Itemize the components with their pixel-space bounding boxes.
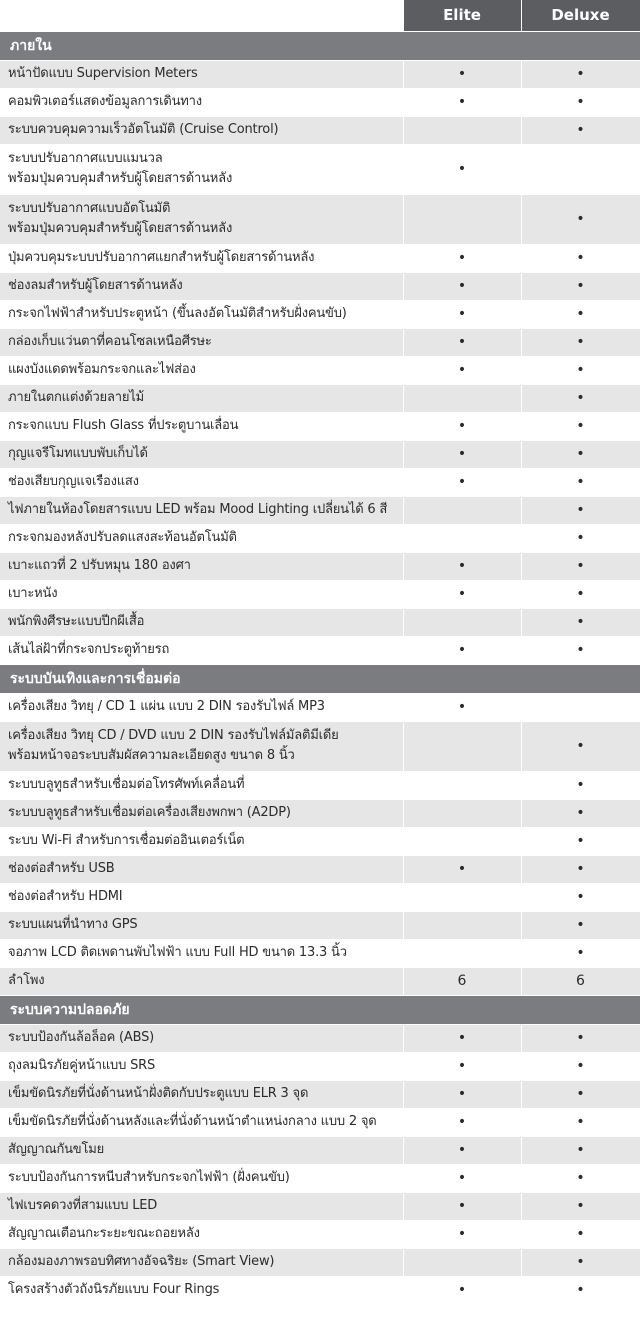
feature-line: ลำโพง (8, 973, 45, 988)
feature-name (0, 194, 403, 244)
feature-line: ช่องลมสำหรับผู้โดยสารด้านหลัง (8, 278, 183, 293)
feature-line: กุญแจรีโมทแบบพับเก็บได้ (8, 446, 148, 461)
feature-line: เข็มขัดนิรภัยที่นั่งด้านหน้าฝั่งติดกับประตูแบบ ELR 3 จุด (8, 1086, 309, 1101)
feature-name (0, 1164, 403, 1192)
table-row (0, 939, 640, 967)
deluxe-value (521, 693, 640, 721)
elite-value: • (403, 1080, 521, 1108)
feature-line: ช่องต่อสำหรับ USB (8, 861, 115, 876)
feature-line: กระจกไฟฟ้าสำหรับประตูหน้า (ขึ้นลงอัตโนมัติสำหรับฝั่งคนขับ) (8, 306, 347, 321)
elite-value: • (403, 1108, 521, 1136)
feature-line: ระบบป้องกันการหนีบสำหรับกระจกไฟฟ้า (ฝั่งคนขับ) (8, 1170, 290, 1185)
elite-value (403, 496, 521, 524)
feature-line: ภายในตกแต่งด้วยลายไม้ (8, 390, 144, 405)
elite-value: • (403, 1164, 521, 1192)
deluxe-value: • (521, 911, 640, 939)
deluxe-value: • (521, 1136, 640, 1164)
feature-name (0, 468, 403, 496)
elite-value: • (403, 580, 521, 608)
table-row (0, 967, 640, 995)
section-header (0, 31, 640, 60)
feature-line: ช่องเสียบกุญแจเรืองแสง (8, 474, 139, 489)
feature-name (0, 328, 403, 356)
feature-name (0, 440, 403, 468)
table-row (0, 1248, 640, 1276)
deluxe-value: • (521, 412, 640, 440)
elite-value: • (403, 1220, 521, 1248)
table-row (0, 1080, 640, 1108)
feature-line: หน้าปัดแบบ Supervision Meters (8, 66, 198, 81)
section-header (0, 995, 640, 1024)
feature-name (0, 88, 403, 116)
feature-name (0, 1220, 403, 1248)
deluxe-value: • (521, 272, 640, 300)
deluxe-value: • (521, 116, 640, 144)
header-blank (0, 0, 403, 31)
table-row (0, 60, 640, 88)
feature-line: กระจกแบบ Flush Glass ที่ประตูบานเลื่อน (8, 418, 239, 433)
table-row (0, 116, 640, 144)
deluxe-value: • (521, 580, 640, 608)
elite-value: • (403, 1024, 521, 1052)
feature-name (0, 721, 403, 771)
elite-value (403, 911, 521, 939)
elite-value (403, 799, 521, 827)
feature-name (0, 967, 403, 995)
table-row (0, 608, 640, 636)
elite-value (403, 194, 521, 244)
feature-name (0, 580, 403, 608)
table-row (0, 88, 640, 116)
feature-name (0, 1080, 403, 1108)
table-row (0, 799, 640, 827)
feature-line: ระบบป้องกันล้อล็อค (ABS) (8, 1030, 154, 1045)
elite-value: • (403, 1192, 521, 1220)
elite-value: • (403, 636, 521, 664)
elite-value: • (403, 88, 521, 116)
deluxe-value: • (521, 468, 640, 496)
deluxe-value: • (521, 1220, 640, 1248)
elite-value (403, 1248, 521, 1276)
deluxe-value: • (521, 827, 640, 855)
elite-value (403, 384, 521, 412)
feature-name (0, 496, 403, 524)
table-row (0, 328, 640, 356)
feature-name (0, 939, 403, 967)
feature-line: ช่องต่อสำหรับ HDMI (8, 889, 123, 904)
table-row (0, 1220, 640, 1248)
header-row (0, 0, 640, 31)
elite-value: • (403, 300, 521, 328)
deluxe-value: • (521, 1080, 640, 1108)
deluxe-value: • (521, 1192, 640, 1220)
table-row (0, 384, 640, 412)
table-row (0, 1108, 640, 1136)
header-deluxe: Deluxe (521, 0, 640, 31)
feature-name (0, 1108, 403, 1136)
feature-line: กระจกมองหลังปรับลดแสงสะท้อนอัตโนมัติ (8, 530, 237, 545)
feature-name (0, 1024, 403, 1052)
feature-line: ไฟภายในห้องโดยสารแบบ LED พร้อม Mood Lighting เปลี่ยนได้ 6 สี (8, 502, 388, 517)
table-row (0, 1136, 640, 1164)
deluxe-value: • (521, 440, 640, 468)
elite-value: • (403, 1136, 521, 1164)
table-row (0, 1052, 640, 1080)
deluxe-value: • (521, 1164, 640, 1192)
feature-line: แผงบังแดดพร้อมกระจกและไฟส่อง (8, 362, 196, 377)
table-row (0, 721, 640, 771)
table-row (0, 412, 640, 440)
elite-value: 6 (403, 967, 521, 995)
feature-line: กล้องมองภาพรอบทิศทางอัจฉริยะ (Smart View) (8, 1254, 275, 1269)
table-row (0, 524, 640, 552)
feature-line: คอมพิวเตอร์แสดงข้อมูลการเดินทาง (8, 94, 202, 109)
deluxe-value (521, 144, 640, 194)
deluxe-value: • (521, 883, 640, 911)
feature-line: ระบบบลูทูธสำหรับเชื่อมต่อโทรศัพท์เคลื่อนที่ (8, 777, 245, 792)
feature-name (0, 636, 403, 664)
table-row (0, 356, 640, 384)
table-row (0, 636, 640, 664)
section-header (0, 664, 640, 693)
feature-line: พร้อมปุ่มควบคุมสำหรับผู้โดยสารด้านหลัง (8, 221, 233, 236)
table-row (0, 693, 640, 721)
elite-value: • (403, 855, 521, 883)
elite-value: • (403, 552, 521, 580)
feature-name (0, 1136, 403, 1164)
deluxe-value: • (521, 356, 640, 384)
feature-line: เข็มขัดนิรภัยที่นั่งด้านหลังและที่นั่งด้านหน้าตำแหน่งกลาง แบบ 2 จุด (8, 1114, 377, 1129)
deluxe-value: 6 (521, 967, 640, 995)
deluxe-value: • (521, 88, 640, 116)
table-row (0, 771, 640, 799)
feature-line: เครื่องเสียง วิทยุ CD / DVD แบบ 2 DIN รองรับไฟล์มัลติมีเดีย (8, 728, 339, 743)
deluxe-value: • (521, 524, 640, 552)
feature-name (0, 60, 403, 88)
elite-value: • (403, 272, 521, 300)
feature-line: โครงสร้างตัวถังนิรภัยแบบ Four Rings (8, 1282, 220, 1297)
feature-name (0, 911, 403, 939)
header-elite: Elite (403, 0, 521, 31)
feature-name (0, 608, 403, 636)
table-row (0, 911, 640, 939)
deluxe-value: • (521, 939, 640, 967)
table-row (0, 552, 640, 580)
section-title: ภายใน (0, 31, 640, 60)
elite-value (403, 883, 521, 911)
table-row (0, 1024, 640, 1052)
deluxe-value: • (521, 194, 640, 244)
section-title: ระบบบันเทิงและการเชื่อมต่อ (0, 664, 640, 693)
deluxe-value: • (521, 721, 640, 771)
deluxe-value: • (521, 855, 640, 883)
deluxe-value: • (521, 384, 640, 412)
feature-name (0, 1248, 403, 1276)
deluxe-value: • (521, 1024, 640, 1052)
table-row (0, 272, 640, 300)
table-row (0, 144, 640, 194)
feature-line: ระบบปรับอากาศแบบแมนวล (8, 151, 163, 166)
feature-line: จอภาพ LCD ติดเพดานพับไฟฟ้า แบบ Full HD ขนาด 13.3 นิ้ว (8, 945, 347, 960)
deluxe-value: • (521, 552, 640, 580)
elite-value: • (403, 1276, 521, 1304)
feature-name (0, 1276, 403, 1304)
feature-line: เบาะหนัง (8, 586, 58, 601)
elite-value: • (403, 693, 521, 721)
elite-value: • (403, 328, 521, 356)
elite-value (403, 608, 521, 636)
feature-line: กล่องเก็บแว่นตาที่คอนโซลเหนือศีรษะ (8, 334, 212, 349)
elite-value (403, 524, 521, 552)
feature-line: เส้นไล่ฝ้าที่กระจกประตูท้ายรถ (8, 642, 170, 657)
deluxe-value: • (521, 244, 640, 272)
feature-name (0, 524, 403, 552)
deluxe-value: • (521, 1108, 640, 1136)
table-row (0, 883, 640, 911)
deluxe-value: • (521, 300, 640, 328)
table-row (0, 1276, 640, 1304)
elite-value: • (403, 60, 521, 88)
feature-name (0, 244, 403, 272)
feature-line: เบาะแถวที่ 2 ปรับหมุน 180 องศา (8, 558, 191, 573)
elite-value: • (403, 1052, 521, 1080)
deluxe-value: • (521, 1052, 640, 1080)
feature-name (0, 1052, 403, 1080)
elite-value (403, 116, 521, 144)
feature-name (0, 883, 403, 911)
section-title: ระบบความปลอดภัย (0, 995, 640, 1024)
feature-name (0, 272, 403, 300)
elite-value: • (403, 356, 521, 384)
feature-name (0, 412, 403, 440)
deluxe-value: • (521, 60, 640, 88)
feature-line: พร้อมปุ่มควบคุมสำหรับผู้โดยสารด้านหลัง (8, 171, 233, 186)
deluxe-value: • (521, 328, 640, 356)
elite-value: • (403, 244, 521, 272)
elite-value (403, 771, 521, 799)
feature-name (0, 552, 403, 580)
feature-name (0, 693, 403, 721)
feature-name (0, 771, 403, 799)
deluxe-value: • (521, 771, 640, 799)
table-row (0, 1164, 640, 1192)
deluxe-value: • (521, 799, 640, 827)
feature-line: ปุ่มควบคุมระบบปรับอากาศแยกสำหรับผู้โดยสารด้านหลัง (8, 250, 315, 265)
table-row (0, 1192, 640, 1220)
elite-value: • (403, 144, 521, 194)
feature-line: พร้อมหน้าจอระบบสัมผัสความละเอียดสูง ขนาด 8 นิ้ว (8, 748, 295, 763)
feature-line: ระบบบลูทูธสำหรับเชื่อมต่อเครื่องเสียงพกพา (A2DP) (8, 805, 291, 820)
feature-line: ระบบ Wi-Fi สำหรับการเชื่อมต่ออินเตอร์เน็ต (8, 833, 245, 848)
feature-line: พนักพิงศีรษะแบบปีกผีเสื้อ (8, 614, 145, 629)
deluxe-value: • (521, 608, 640, 636)
deluxe-value: • (521, 1276, 640, 1304)
feature-name (0, 1192, 403, 1220)
deluxe-value: • (521, 1248, 640, 1276)
table-row (0, 300, 640, 328)
feature-line: สัญญาณเตือนกะระยะขณะถอยหลัง (8, 1226, 200, 1241)
feature-line: ถุงลมนิรภัยคู่หน้าแบบ SRS (8, 1058, 156, 1073)
feature-name (0, 144, 403, 194)
table-row (0, 244, 640, 272)
feature-name (0, 827, 403, 855)
feature-name (0, 799, 403, 827)
feature-line: สัญญาณกันขโมย (8, 1142, 105, 1157)
feature-name (0, 855, 403, 883)
elite-value (403, 721, 521, 771)
feature-name (0, 300, 403, 328)
feature-name (0, 384, 403, 412)
table-row (0, 580, 640, 608)
feature-line: ระบบปรับอากาศแบบอัตโนมัติ (8, 201, 171, 216)
feature-line: ไฟเบรคดวงที่สามแบบ LED (8, 1198, 158, 1213)
table-row (0, 194, 640, 244)
deluxe-value: • (521, 496, 640, 524)
elite-value: • (403, 440, 521, 468)
table-row (0, 468, 640, 496)
deluxe-value: • (521, 636, 640, 664)
elite-value (403, 939, 521, 967)
feature-line: ระบบควบคุมความเร็วอัตโนมัติ (Cruise Control) (8, 122, 279, 137)
feature-name (0, 356, 403, 384)
table-row (0, 855, 640, 883)
feature-name (0, 116, 403, 144)
elite-value (403, 827, 521, 855)
table-row (0, 827, 640, 855)
elite-value: • (403, 468, 521, 496)
feature-line: ระบบแผนที่นำทาง GPS (8, 917, 138, 932)
table-row (0, 440, 640, 468)
table-row (0, 496, 640, 524)
elite-value: • (403, 412, 521, 440)
feature-line: เครื่องเสียง วิทยุ / CD 1 แผ่น แบบ 2 DIN รองรับไฟล์ MP3 (8, 699, 325, 714)
